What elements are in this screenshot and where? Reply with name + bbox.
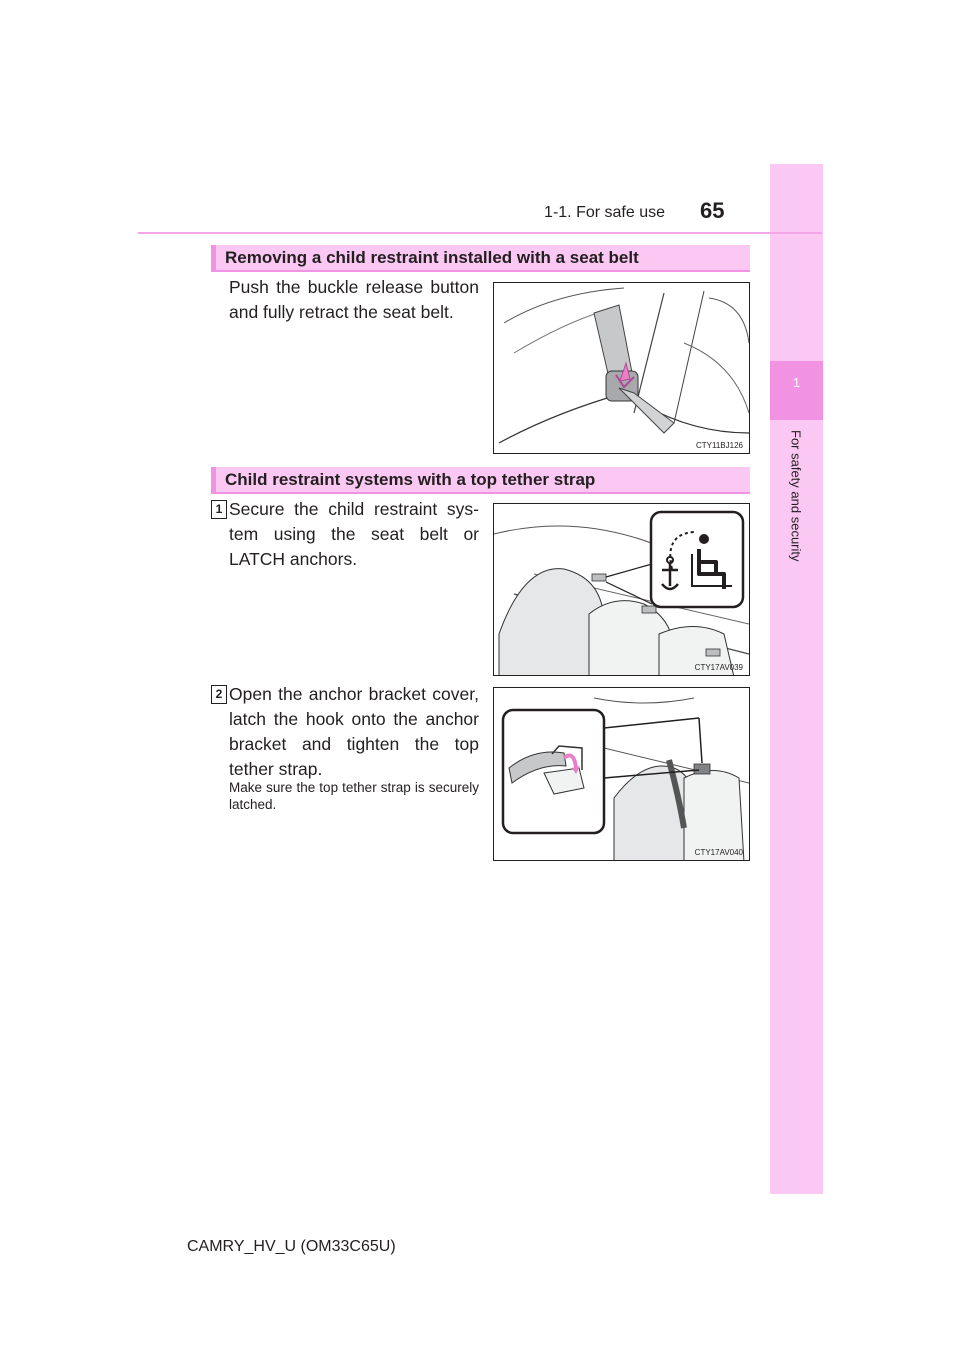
step-number-2: 2	[211, 685, 227, 704]
footer-model: CAMRY_HV_U (OM33C65U)	[187, 1238, 396, 1255]
header-rule	[138, 232, 822, 234]
section-heading-removing	[211, 245, 750, 272]
figure-code: CTY11BJ126	[696, 441, 743, 450]
removing-instructions: Push the buckle release button and fully retract the seat belt.	[229, 277, 479, 322]
figure-code: CTY17AV039	[694, 663, 743, 672]
step-number-1: 1	[211, 500, 227, 519]
figure-buckle-release	[493, 282, 750, 454]
figure-code: CTY17AV040	[694, 848, 743, 857]
section-label: 1-1. For safe use	[544, 204, 665, 221]
side-chapter-number: 1	[792, 375, 801, 390]
section-heading-text: Removing a child restraint installed with a seat belt	[225, 247, 639, 267]
figure-latch-anchors	[493, 503, 750, 676]
section-heading-text: Child restraint systems with a top tether strap	[225, 469, 596, 489]
step-2-text: Open the anchor bracket cover, latch the hook onto the anchor bracket and tighten the top tether strap.	[229, 684, 479, 779]
buckle-illustration	[494, 283, 750, 454]
step-2-note: Make sure the top tether strap is securely latched.	[229, 780, 479, 812]
side-chapter-title: For safety and security	[788, 430, 804, 562]
step-1-text: Secure the child restraint sys-tem using the seat belt or LATCH anchors.	[229, 499, 479, 569]
section-heading-top-tether	[211, 467, 750, 494]
page-number: 65	[700, 198, 725, 223]
side-chapter-marker	[770, 361, 823, 420]
latch-illustration	[494, 504, 750, 676]
figure-top-tether	[493, 687, 750, 861]
top-tether-illustration	[494, 688, 750, 861]
